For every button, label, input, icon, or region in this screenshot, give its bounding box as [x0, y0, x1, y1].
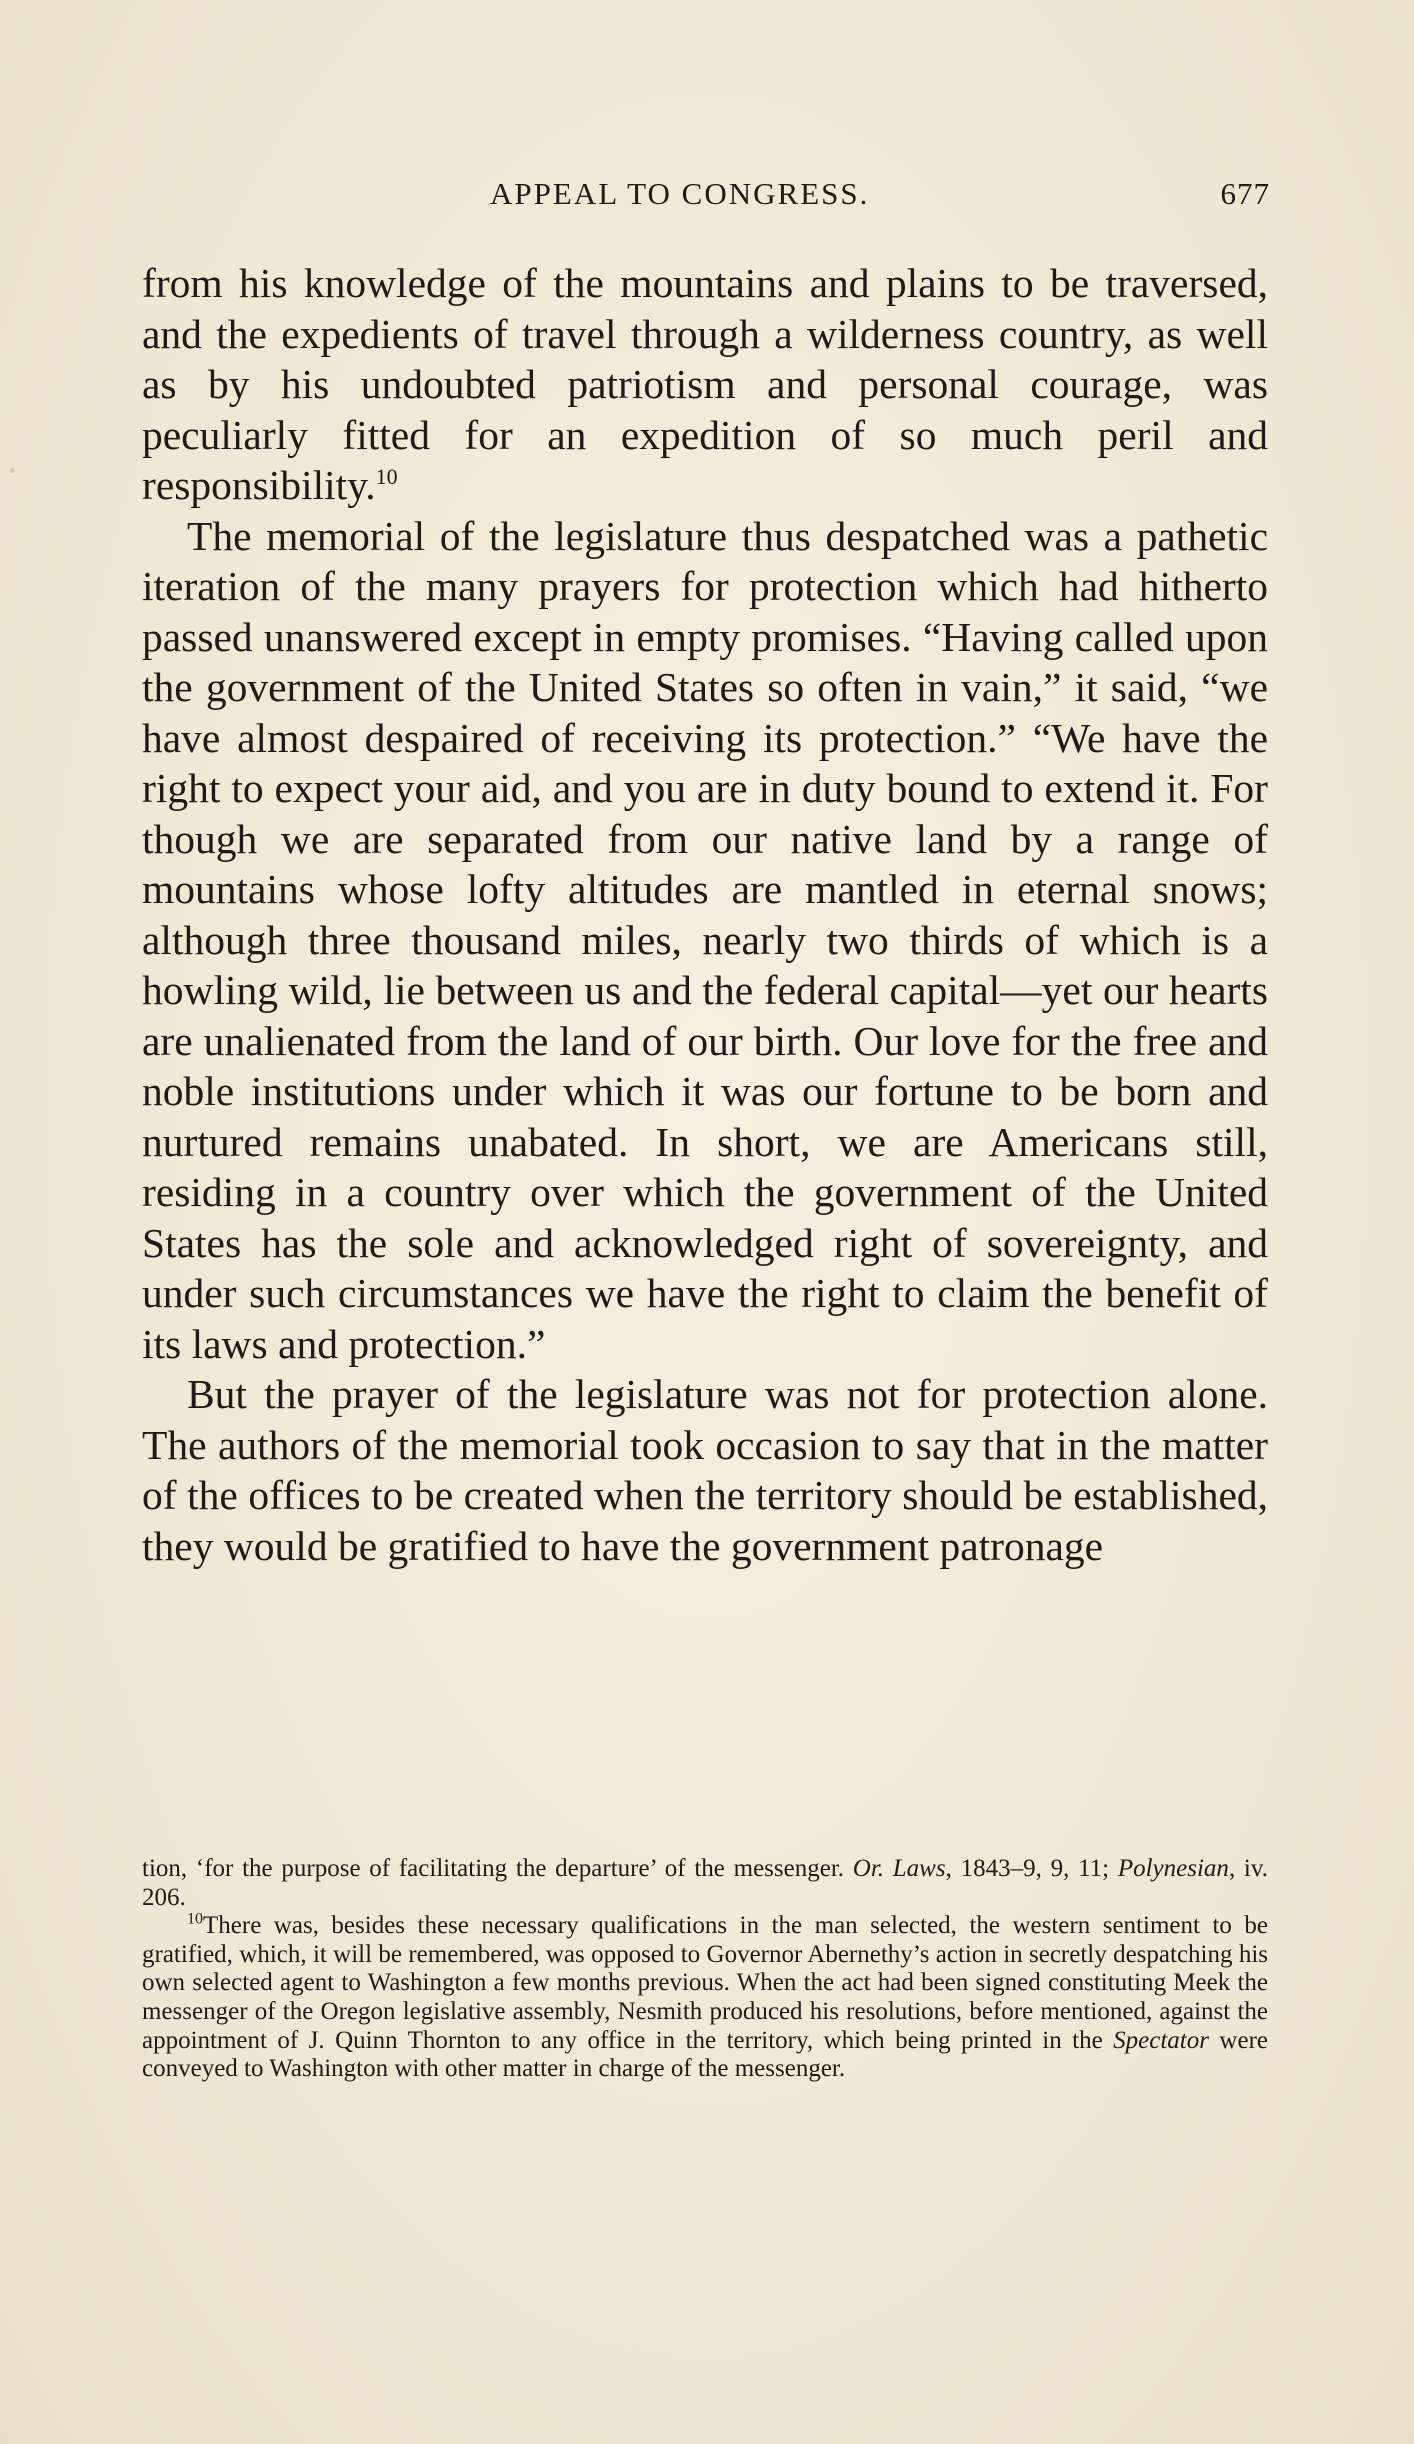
paragraph-2: The memorial of the legislature thus despatched was a pathetic iteration of the many prayers for protection which had hitherto passed unanswered except in empty promises. “Having called upon the government of the United States so often in vain,” it said, “we have almost despaired of receiving its protection.” “We have the right to expect your aid, and you are in duty bound to extend it. For though we are separated from our native land by a range of mountains whose lofty altitudes are mantled in eternal snows; although three thousand miles, nearly two thirds of which is a howling wild, lie between us and the federal capital—yet our hearts are unalienated from the land of our birth. Our love for the free and noble institutions under which it was our fortune to be born and nurtured remains unabated. In short, we are Americans still, residing in a country over which the government of the United States has the sole and acknowledged right of sovereignty, and under such circumstances we have the right to claim the benefit of its laws and protection.”	[142, 512, 1268, 1367]
citation-polynesian: Polynesian	[1117, 1855, 1229, 1882]
footnote-10-text-a: There was, besides these necessary qualifications in the man selected, the western sentiment to be gratified, which, it will be remembered, was opposed to Governor Abernethy’s action in secretly despatching his own selected agent to Washington a few months previous. When the act had been signed constituting Meek the messenger of the Oregon legislative assembly, Nesmith produced his resolutions, before mentioned, against the appointment of J. Quinn Thornton to any office in the territory, which being printed in the	[142, 1912, 1268, 2054]
footnote-10	[142, 1912, 1268, 2084]
footnote-continuation	[142, 1855, 1268, 1912]
paragraph-3: But the prayer of the legislature was not for protection alone. The authors of the memorial took occasion to say that in the matter of the offices to be created when the territory should be established, they would be gratified to have the government patronage	[142, 1371, 1268, 1569]
footnote-10-number: 10	[187, 1910, 203, 1928]
paper-speck	[10, 468, 15, 473]
footnote-marker-10: 10	[375, 464, 398, 490]
citation-or-laws: Or. Laws	[852, 1855, 946, 1882]
citation-spectator: Spectator	[1113, 2026, 1209, 2054]
footnote-10-text-c: were conveyed to Washington with other matter in charge of the messenger.	[142, 2026, 1268, 2083]
main-text	[142, 258, 1268, 1571]
footnotes	[142, 1855, 1268, 2084]
citation-or-laws-ref: , 1843–9, 9, 11;	[945, 1855, 1118, 1882]
page-number: 677	[1220, 176, 1270, 211]
paragraph-1-text: from his knowledge of the mountains and plains to be traversed, and the expedients of travel through a wilderness country, as well as by his undoubted patriotism and personal courage, was peculiarly fitted for an expedition of so much peril and responsibility.	[142, 260, 1268, 508]
paragraph-1	[142, 258, 1268, 511]
page-header	[150, 176, 1270, 220]
footnote-continuation-text: tion, ‘for the purpose of facilitating the departure’ of the messenger.	[142, 1855, 853, 1882]
citation-polynesian-ref: , iv. 206.	[142, 1855, 1269, 1911]
running-title: APPEAL TO CONGRESS.	[490, 176, 870, 211]
